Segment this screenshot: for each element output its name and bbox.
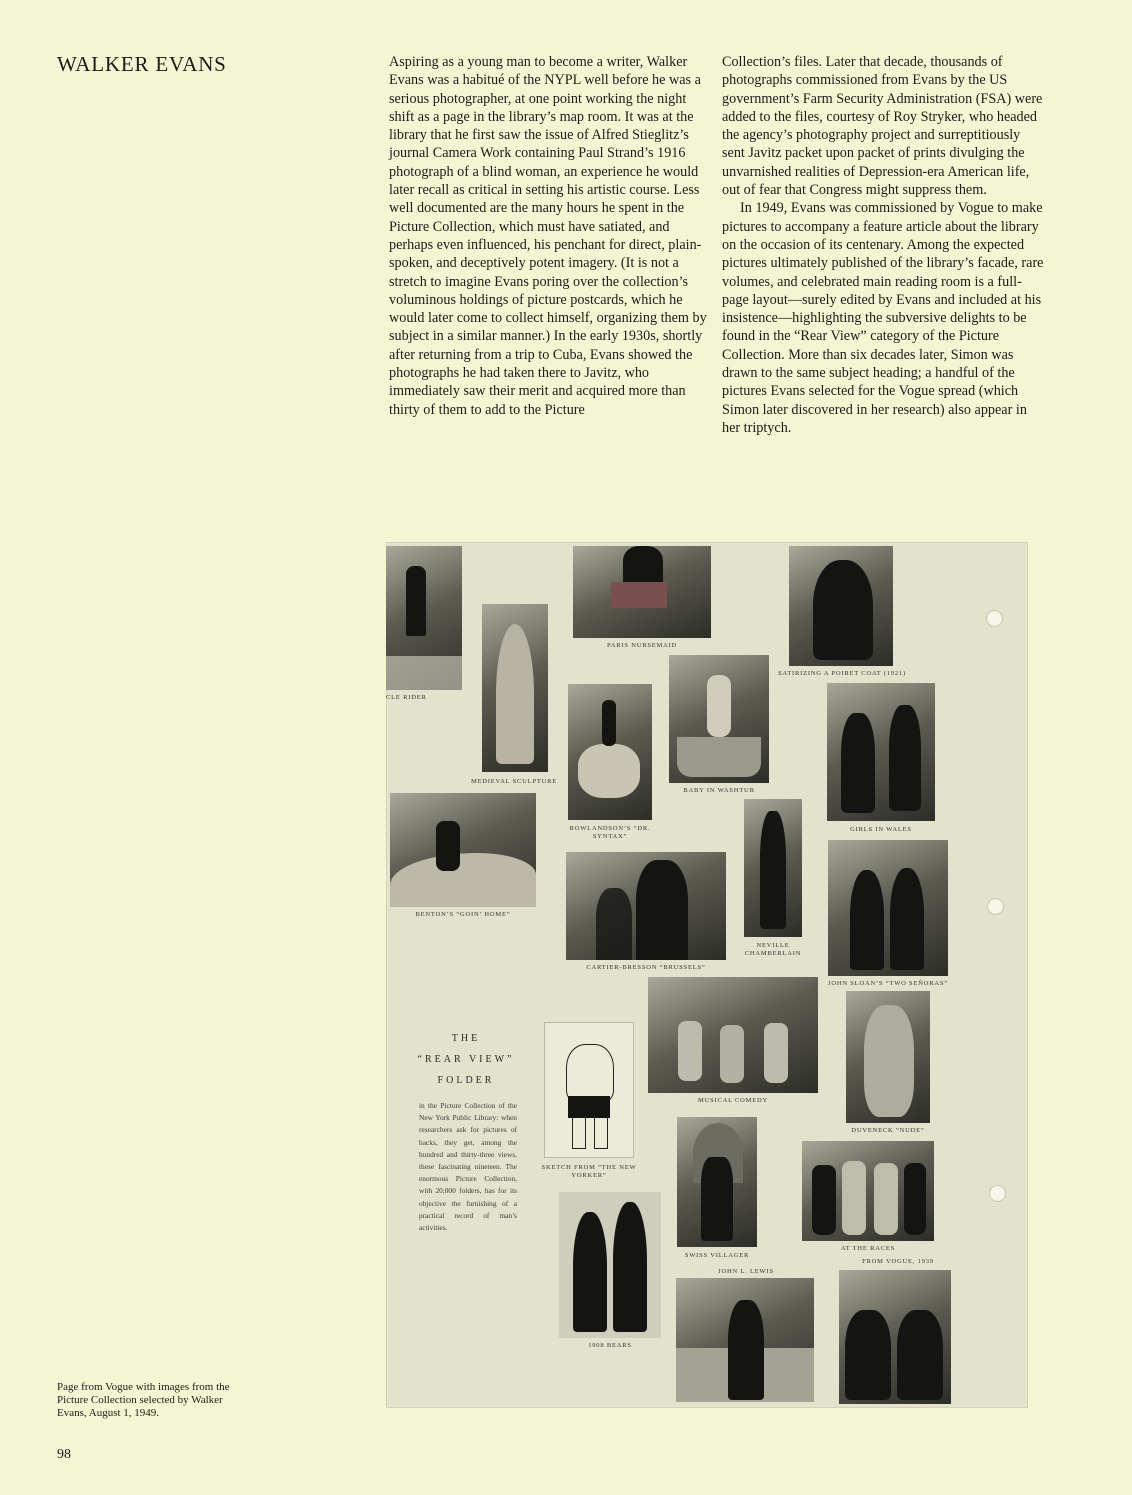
label-lewis: JOHN L. LEWIS: [718, 1268, 774, 1275]
body-paragraph: In 1949, Evans was commissioned by Vogue to make pictures to accompany a feature article about the library on the occasion of its centenary. Among the expected pictures ultimately published of the library’s facade, rare volumes, and celebrated main reading room is a full-page layout—surely edited by Evans and included at his insistence—highlighting the subversive delights to be found in the “Rear View” category of the Picture Collection. More than six decades later, Simon was drawn to the same subject heading; a handful of the pictures Evans selected for the Vogue spread (which Simon later discovered in her research) also appear in her triptych.: [722, 200, 1044, 436]
punch-hole: [987, 611, 1002, 626]
label-chamberlain: NEVILLE CHAMBERLAIN: [744, 942, 802, 957]
rear-view-folder-title: [416, 1028, 516, 1091]
body-paragraph: Collection’s files. Later that decade, thousands of photographs commissioned from Evans by the US government’s Farm Security Administration (FSA) were added to the files, courtesy of Roy Stryker, who headed the agency’s photography project and surreptitiously sent Javitz packet upon packet of prints divulging the unvarnished realities of Depression-era American life, out of fear that Congress might suppress them.: [722, 54, 1043, 199]
label-benton: BENTON’S “GOIN’ HOME”: [415, 911, 511, 918]
photo-poiret-coat: [789, 546, 893, 666]
page-heading: WALKER EVANS: [57, 52, 227, 76]
photo-at-the-races: [802, 1141, 934, 1241]
label-brussels: CARTIER-BRESSON “BRUSSELS”: [586, 964, 706, 971]
label-bears: 1908 BEARS: [588, 1342, 632, 1349]
body-paragraph: Aspiring as a young man to become a writer, Walker Evans was a habitué of the NYPL well before he was a serious photographer, at one point working the night shift as a page in the library’s map room. It was at the library that he first saw the issue of Alfred Stieglitz’s journal Camera Work containing Paul Strand’s 1916 photograph of a blind woman, an experience he would later recall as critical in setting his artistic course. Less well documented are the many hours he spent in the Picture Collection, which must have satiated, and perhaps even influenced, his penchant for direct, plain-spoken, and deceptively potent imagery. (It is not a stretch to imagine Evans poring over the collection’s voluminous holdings of picture postcards, which he would later come to collect himself, organizing them by subject in a similar manner.) In the early 1930s, shortly after returning from a trip to Cuba, Evans showed the photographs he had taken there to Javitz, who immediately saw their merit and acquired more than thirty of them to add to the Picture: [389, 54, 707, 418]
vogue-page-image: [386, 542, 1028, 1408]
photo-dr-syntax: [568, 684, 652, 820]
photo-1908-bears: [559, 1192, 661, 1338]
photo-paris-nursemaid: [573, 546, 711, 638]
label-wales: GIRLS IN WALES: [850, 826, 912, 833]
label-syntax: ROWLANDSON’S “DR. SYNTAX”: [569, 825, 651, 840]
label-musical: MUSICAL COMEDY: [697, 1097, 768, 1104]
label-duveneck: DUVENECK “NUDE”: [851, 1127, 925, 1134]
photo-benton-goin-home: [390, 793, 536, 907]
photo-medieval-sculpture: [482, 604, 548, 772]
photo-neville-chamberlain: [744, 799, 802, 937]
rear-view-title-line: FOLDER: [437, 1075, 495, 1086]
punch-hole: [988, 899, 1003, 914]
photo-baby-washtub: [669, 655, 769, 783]
label-new-yorker: SKETCH FROM “THE NEW YORKER”: [541, 1164, 637, 1179]
photo-girls-in-wales: [827, 683, 935, 821]
figure-caption: Page from Vogue with images from the Picture Collection selected by Walker Evans, August 1, 1949.: [57, 1381, 230, 1419]
rear-view-folder-text: in the Picture Collection of the New York Public Library: when researchers ask for pictures of backs, they get, among the hundred and thirty-three views, these fascinating nineteen. The enormous Picture Collection, with 20,000 folders, has for its objective the furnishing of a practical record of man’s activities.: [419, 1101, 517, 1233]
label-senoras: JOHN SLOAN’S “TWO SEÑORAS”: [828, 980, 948, 987]
body-column-2: [722, 53, 1044, 437]
label-poiret: SATIRIZING A POIRET COAT (1921): [778, 670, 906, 677]
page-number: 98: [57, 1447, 71, 1462]
rear-view-title-line: “REAR VIEW”: [417, 1054, 515, 1065]
rear-view-title-line: THE: [451, 1033, 481, 1044]
label-swiss: SWISS VILLAGER: [684, 1252, 750, 1259]
label-from-vogue: FROM VOGUE, 1939: [862, 1258, 934, 1265]
photo-john-l-lewis: [676, 1278, 814, 1402]
photo-musical-comedy: [648, 977, 818, 1093]
punch-hole: [990, 1186, 1005, 1201]
photo-bicycle-rider: [386, 546, 462, 690]
photo-swiss-villager: [677, 1117, 757, 1247]
label-races: AT THE RACES: [840, 1245, 896, 1252]
label-bicycle: CLE RIDER: [386, 694, 427, 701]
label-washtub: BABY IN WASHTUB: [683, 787, 755, 794]
label-nursemaid: PARIS NURSEMAID: [606, 642, 678, 649]
photo-elephants: [839, 1270, 951, 1404]
photo-duveneck-nude: [846, 991, 930, 1123]
photo-two-senoras: [828, 840, 948, 976]
body-column-1: [389, 53, 711, 419]
label-sculpture: MEDIEVAL SCULPTURE: [470, 778, 558, 785]
photo-cartier-bresson-brussels: [566, 852, 726, 960]
sketch-new-yorker: [544, 1022, 634, 1158]
